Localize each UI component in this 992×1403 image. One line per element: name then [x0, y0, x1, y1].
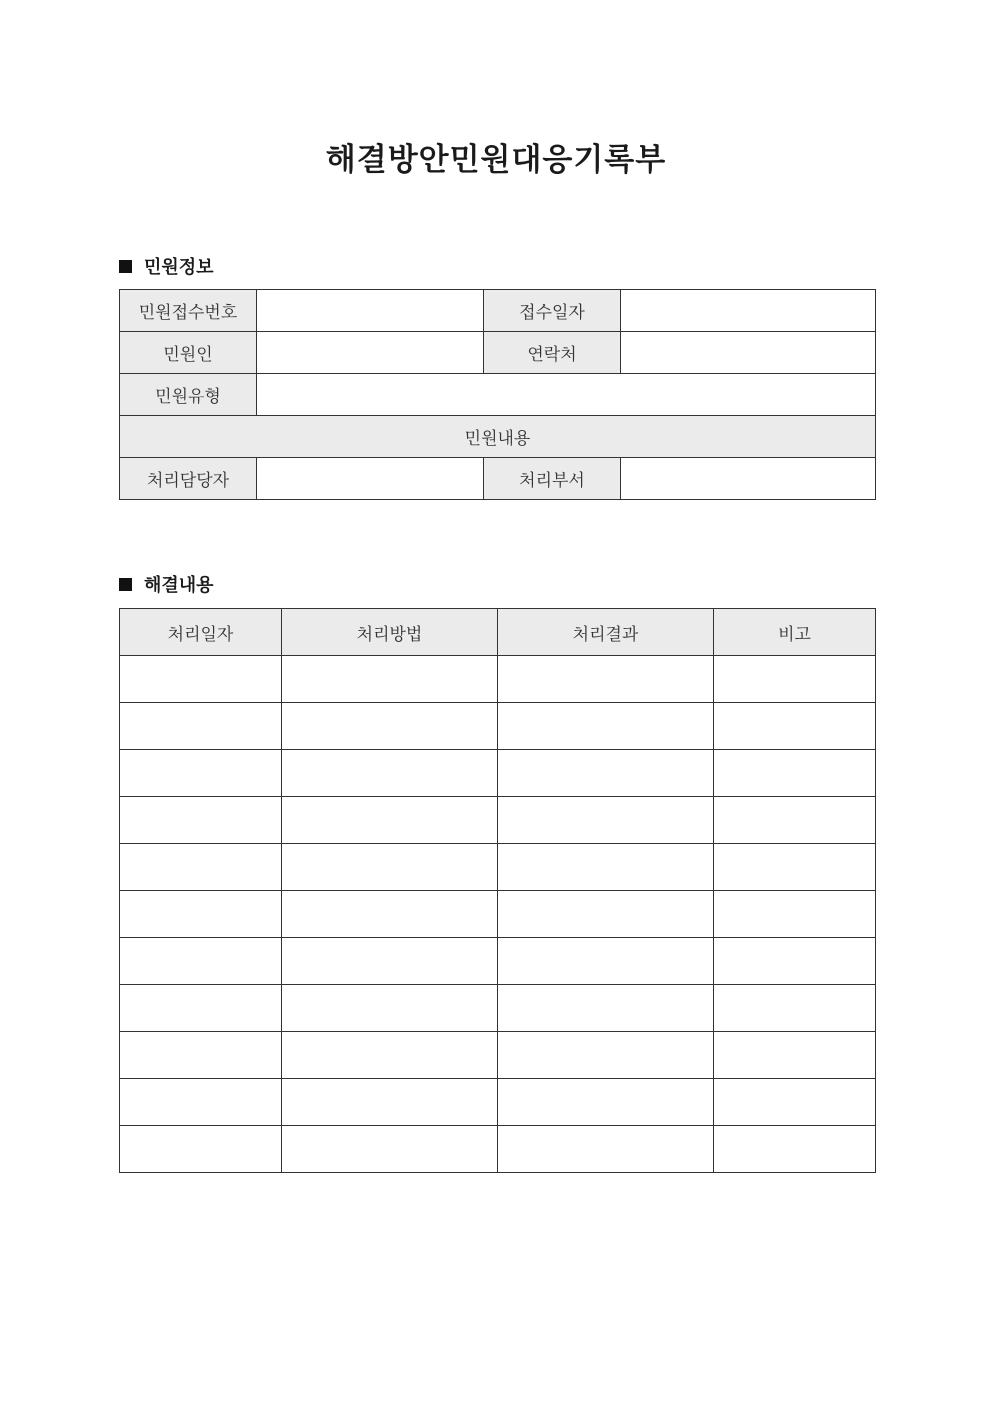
- method-cell[interactable]: [282, 797, 498, 844]
- section-heading-complaint-info: [119, 253, 214, 279]
- remarks-cell[interactable]: [714, 891, 876, 938]
- result-cell[interactable]: [498, 938, 714, 985]
- table-row: [120, 290, 876, 332]
- receipt-number-field[interactable]: [257, 290, 484, 332]
- complaint-type-field[interactable]: [257, 374, 876, 416]
- date-cell[interactable]: [120, 985, 282, 1032]
- complaint-content-label: 민원내용: [120, 416, 876, 458]
- receipt-date-label: 접수일자: [484, 290, 621, 332]
- remarks-cell[interactable]: [714, 844, 876, 891]
- remarks-cell[interactable]: [714, 703, 876, 750]
- date-cell[interactable]: [120, 1126, 282, 1173]
- table-row: [120, 938, 876, 985]
- date-cell[interactable]: [120, 1079, 282, 1126]
- method-cell[interactable]: [282, 1079, 498, 1126]
- method-cell[interactable]: [282, 703, 498, 750]
- result-cell[interactable]: [498, 1126, 714, 1173]
- table-row: [120, 458, 876, 500]
- remarks-cell[interactable]: [714, 1126, 876, 1173]
- table-row: [120, 844, 876, 891]
- table-row: [120, 985, 876, 1032]
- table-header-row: [120, 609, 876, 656]
- result-cell[interactable]: [498, 891, 714, 938]
- complainant-field[interactable]: [257, 332, 484, 374]
- date-cell[interactable]: [120, 938, 282, 985]
- table-row: [120, 797, 876, 844]
- table-row: [120, 416, 876, 458]
- date-cell[interactable]: [120, 656, 282, 703]
- method-cell[interactable]: [282, 656, 498, 703]
- department-label: 처리부서: [484, 458, 621, 500]
- table-row: [120, 374, 876, 416]
- black-square-icon: [119, 260, 132, 273]
- result-cell[interactable]: [498, 1079, 714, 1126]
- complainant-label: 민원인: [120, 332, 257, 374]
- table-row: [120, 1079, 876, 1126]
- remarks-cell[interactable]: [714, 797, 876, 844]
- table-row: [120, 703, 876, 750]
- result-cell[interactable]: [498, 985, 714, 1032]
- result-cell[interactable]: [498, 1032, 714, 1079]
- receipt-date-field[interactable]: [621, 290, 876, 332]
- remarks-cell[interactable]: [714, 656, 876, 703]
- remarks-cell[interactable]: [714, 1079, 876, 1126]
- result-cell[interactable]: [498, 656, 714, 703]
- column-header-result: 처리결과: [498, 609, 714, 656]
- resolution-table: [119, 608, 876, 1173]
- table-row: [120, 891, 876, 938]
- result-cell[interactable]: [498, 750, 714, 797]
- table-row: [120, 1032, 876, 1079]
- column-header-remarks: 비고: [714, 609, 876, 656]
- black-square-icon: [119, 578, 132, 591]
- remarks-cell[interactable]: [714, 985, 876, 1032]
- remarks-cell[interactable]: [714, 750, 876, 797]
- table-row: [120, 1126, 876, 1173]
- table-row: [120, 750, 876, 797]
- remarks-cell[interactable]: [714, 1032, 876, 1079]
- method-cell[interactable]: [282, 1032, 498, 1079]
- table-row: [120, 332, 876, 374]
- complaint-type-label: 민원유형: [120, 374, 257, 416]
- method-cell[interactable]: [282, 750, 498, 797]
- result-cell[interactable]: [498, 797, 714, 844]
- method-cell[interactable]: [282, 844, 498, 891]
- date-cell[interactable]: [120, 891, 282, 938]
- date-cell[interactable]: [120, 703, 282, 750]
- date-cell[interactable]: [120, 844, 282, 891]
- column-header-method: 처리방법: [282, 609, 498, 656]
- section-heading-label: 해결내용: [144, 575, 214, 596]
- receipt-number-label: 민원접수번호: [120, 290, 257, 332]
- method-cell[interactable]: [282, 1126, 498, 1173]
- date-cell[interactable]: [120, 1032, 282, 1079]
- column-header-date: 처리일자: [120, 609, 282, 656]
- result-cell[interactable]: [498, 703, 714, 750]
- contact-field[interactable]: [621, 332, 876, 374]
- department-field[interactable]: [621, 458, 876, 500]
- contact-label: 연락처: [484, 332, 621, 374]
- complaint-info-table: [119, 289, 876, 500]
- result-cell[interactable]: [498, 844, 714, 891]
- method-cell[interactable]: [282, 985, 498, 1032]
- handler-label: 처리담당자: [120, 458, 257, 500]
- table-row: [120, 656, 876, 703]
- method-cell[interactable]: [282, 938, 498, 985]
- date-cell[interactable]: [120, 797, 282, 844]
- document-title: 해결방안민원대응기록부: [325, 142, 667, 178]
- date-cell[interactable]: [120, 750, 282, 797]
- method-cell[interactable]: [282, 891, 498, 938]
- section-heading-label: 민원정보: [144, 257, 214, 278]
- handler-field[interactable]: [257, 458, 484, 500]
- remarks-cell[interactable]: [714, 938, 876, 985]
- section-heading-resolution: [119, 571, 214, 597]
